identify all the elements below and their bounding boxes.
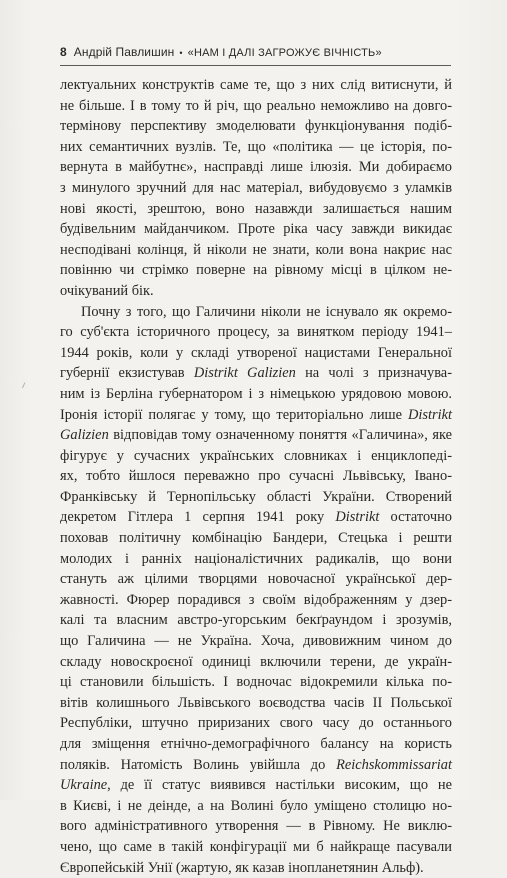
italic-term: Reichskommissariat	[336, 756, 452, 773]
text-run: на чолі з призначува-	[295, 365, 452, 382]
running-header	[60, 45, 450, 63]
text-line	[60, 302, 452, 323]
text-line	[60, 590, 452, 611]
header-author: Андрій Павлишин	[73, 45, 175, 59]
text-run: ним із Берліна губернатором і з німецькою урядовою мовою.	[60, 385, 452, 402]
text-run: повінню чи стрімко поверне на рівному місці в цілком не-	[60, 262, 452, 279]
text-run: остаточно	[379, 509, 452, 526]
text-line	[60, 837, 452, 858]
body-text	[60, 75, 452, 878]
text-run: очікуваний бік.	[60, 282, 154, 299]
text-run: , де її статус виявився настільки високим, що не	[107, 777, 452, 794]
text-line	[60, 343, 452, 364]
page-number: 8	[60, 45, 67, 59]
text-run: поховав політичну комбінацію Бандери, Стецька і решти	[60, 530, 452, 547]
text-run: Почну з того, що Галичини ніколи не існувало як окремо-	[81, 303, 452, 320]
paragraph	[60, 75, 452, 302]
text-line	[60, 528, 452, 549]
text-run: Європейській Унії (жартую, як казав інопланетянин Альф).	[60, 859, 424, 876]
text-line	[60, 610, 452, 631]
text-run: вого адміністративного утворення — в Рівному. Не виклю-	[60, 818, 452, 835]
text-line	[60, 178, 452, 199]
text-line	[60, 363, 452, 384]
header-separator: •	[179, 48, 183, 58]
text-line	[60, 693, 452, 714]
text-run: декретом Гітлера 1 серпня 1941 року	[60, 509, 336, 526]
text-run: нові якості, зрештою, воно назавжди залишається нашим	[60, 200, 452, 217]
text-line	[60, 219, 452, 240]
text-line	[60, 672, 452, 693]
text-line	[60, 816, 452, 837]
text-run: відповідав тому означенному поняття «Галичина», яке	[108, 427, 452, 444]
paragraph	[60, 302, 452, 878]
text-line	[60, 75, 452, 96]
text-line	[60, 734, 452, 755]
italic-term: Ukraine	[60, 777, 108, 794]
text-line	[60, 405, 452, 426]
text-run: Франківську й Тернопільську області України. Створений	[60, 488, 452, 505]
italic-term: Distrikt	[335, 509, 380, 526]
text-line	[60, 796, 452, 817]
text-line	[60, 631, 452, 652]
text-run: фігурує у сучасних українських словниках і енциклопеді-	[60, 447, 452, 464]
text-run: що Галичина — не Україна. Хоча, дивовижним чином до	[60, 633, 452, 650]
text-line	[60, 137, 452, 158]
text-run: вернута в майбутнє», насправді лише ілюзія. Ми добираємо	[60, 159, 452, 176]
text-line	[60, 260, 452, 281]
text-run: для зміщення етнічно-демографічного балансу на користь	[60, 736, 452, 752]
text-run: жавності. Фюрер порадився з своїм відображенням у дзер-	[60, 591, 452, 608]
text-run: вітів колишнього Львівського воєводства часів ІІ Польської	[60, 694, 452, 711]
text-line	[60, 775, 452, 796]
text-line	[60, 281, 452, 302]
text-run: губернії екзистував	[60, 365, 194, 382]
text-line	[60, 755, 452, 776]
text-run: складу новоскроєної одиниці включили терени, де україн-	[60, 653, 452, 670]
text-line	[60, 713, 452, 734]
text-run: лектуальних конструктів саме те, що з них слід витиснути, й	[60, 77, 452, 93]
text-line	[60, 199, 452, 220]
text-run: не більше. І в тому то й річ, що реально неможливо на довго-	[60, 97, 452, 114]
text-run: них семантичних вузлів. Те, що «політика — це історія, по-	[60, 138, 452, 155]
italic-term: Distrikt	[408, 406, 452, 423]
text-run: калі та власним австро-угорським бекґраундом і зрозумів,	[60, 612, 452, 629]
header-rule	[60, 65, 451, 66]
text-line	[60, 240, 452, 261]
text-line	[60, 507, 452, 528]
text-run: 1944 років, коли у складі утвореної нацистами Генеральної	[60, 344, 452, 361]
margin-mark	[22, 382, 28, 389]
text-run: поляків. Натомість Волинь увійшла до	[60, 756, 337, 773]
text-run: чено, що саме в такій конфігурації ми б найкраще пасували	[60, 838, 452, 855]
text-run: з минулого зручний для нас матеріал, вибудовуємо з уламків	[60, 179, 452, 196]
text-line	[60, 96, 452, 117]
text-line	[60, 425, 452, 446]
italic-term: Galizien	[60, 427, 109, 444]
text-line	[60, 652, 452, 673]
text-line	[60, 116, 452, 137]
text-line	[60, 569, 452, 590]
text-line	[60, 487, 452, 508]
text-line	[60, 157, 452, 178]
text-run: термінову перспективу змоделювати функціонування подіб-	[60, 118, 452, 135]
text-run: стануть аж цілими творцями новочасної української дер-	[60, 571, 452, 588]
text-line	[60, 446, 452, 467]
text-run: ці становили більшість. І водночас відокремили кілька по-	[60, 674, 452, 691]
text-run: молодих і ранніх націоналістичних радикалів, що вони	[60, 550, 452, 567]
text-line	[60, 384, 452, 405]
text-run: в Києві, і не деінде, а на Волині було уміщено столицю но-	[60, 797, 452, 814]
text-line	[60, 466, 452, 487]
text-run: Іронія історії полягає у тому, що територіально лише	[60, 406, 409, 423]
text-line	[60, 322, 452, 343]
text-run: будівельним майданчиком. Проте ріка часу завжди викидає	[60, 221, 452, 238]
header-running-title: «НАМ І ДАЛІ ЗАГРОЖУЄ ВІЧНІСТЬ»	[187, 47, 382, 59]
text-line	[60, 858, 452, 878]
text-run: Республіки, штучно приризаних свого часу до останнього	[60, 715, 452, 732]
text-run: ях, тобто йшлося переважно про сучасні Львівську, Івано-	[60, 468, 452, 485]
text-run: несподівані колінця, й ніколи не знати, коли вона накриє нас	[60, 241, 452, 258]
italic-term: Distrikt Galizien	[193, 365, 296, 382]
text-run: го суб'єкта історичного процесу, за винятком періоду 1941–	[60, 324, 452, 341]
text-line	[60, 549, 452, 570]
